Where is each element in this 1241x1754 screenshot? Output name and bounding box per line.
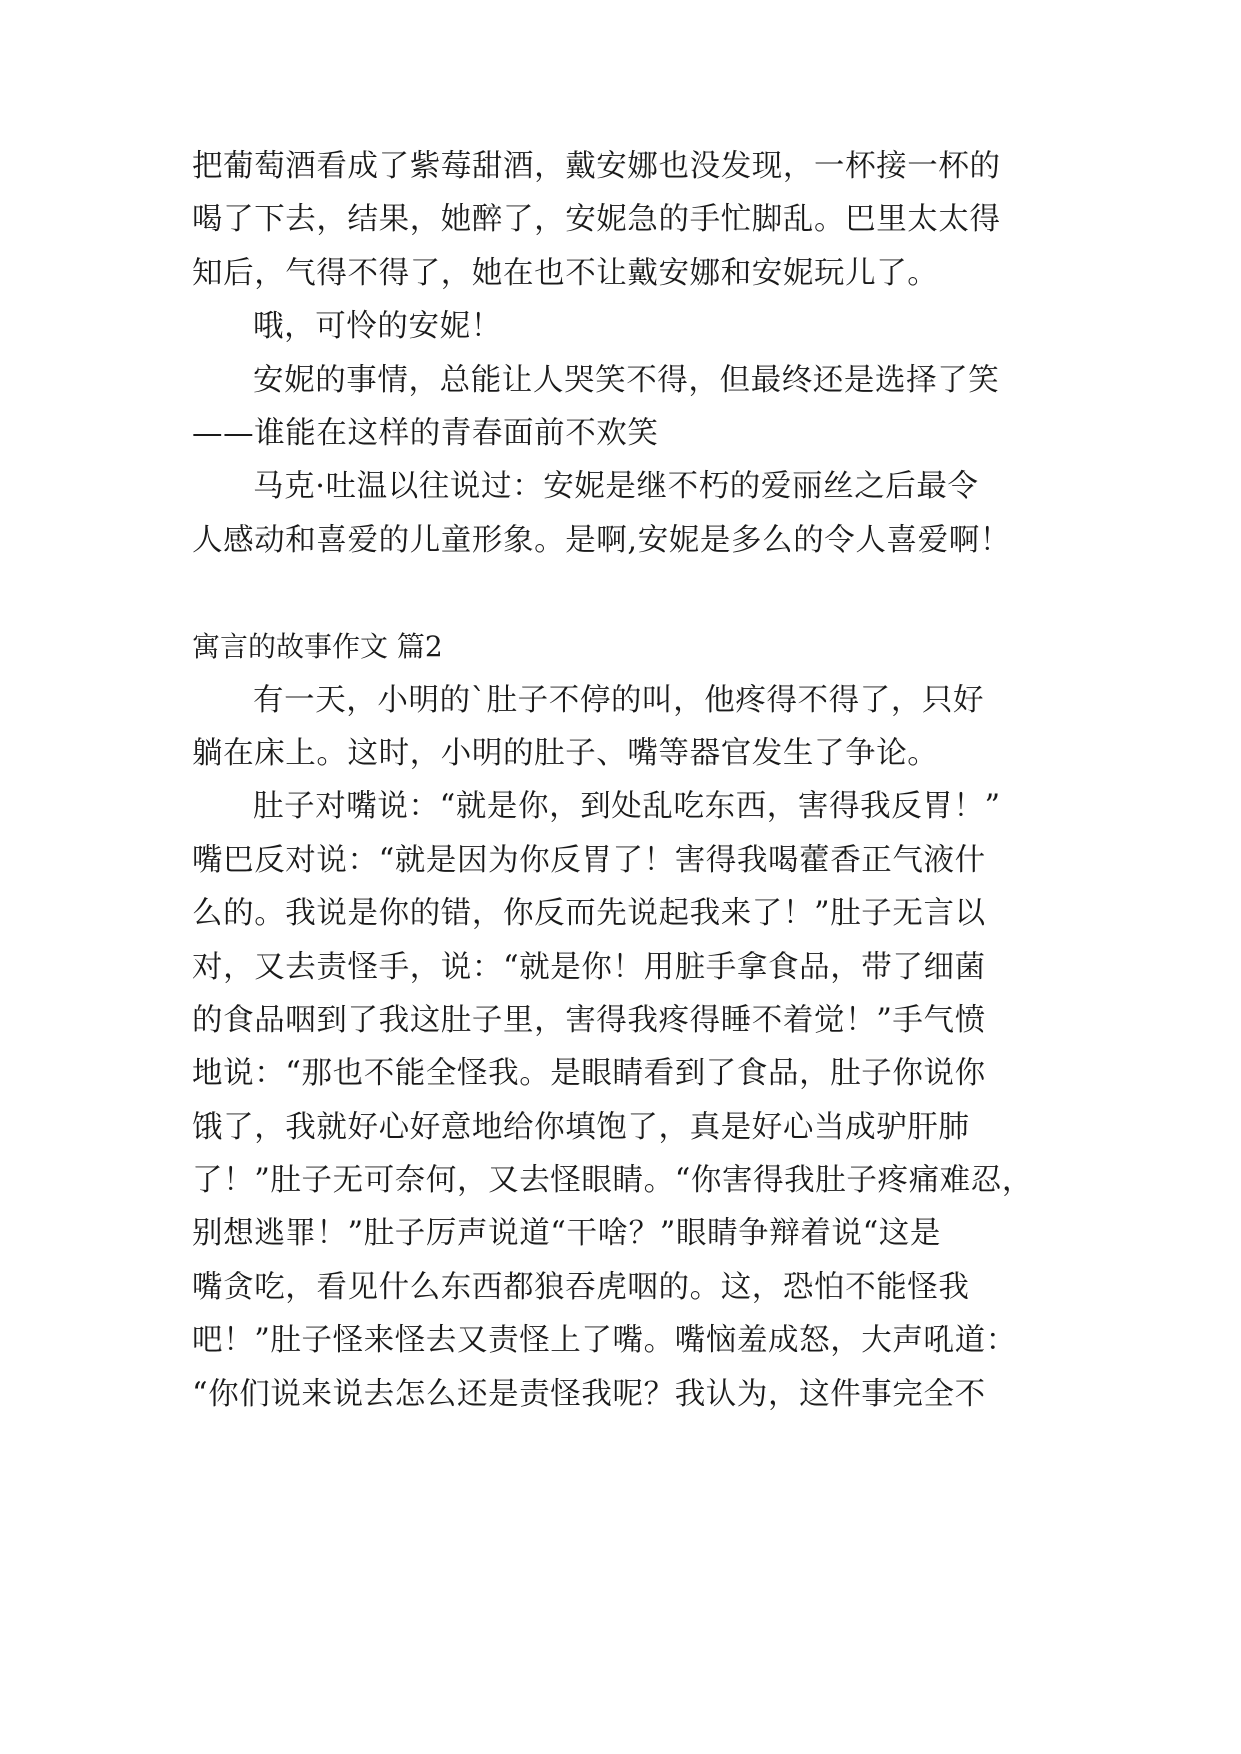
paragraph-line: “你们说来说去怎么还是责怪我呢？我认为，这件事完全不 [192,1377,986,1412]
paragraph-line: 对，又去责怪手，说：“就是你！用脏手拿食品，带了细菌 [192,950,986,985]
paragraph-line: 吧！”肚子怪来怪去又责怪上了嘴。嘴恼羞成怒，大声吼道： [192,1323,1017,1358]
paragraph-line: ——谁能在这样的青春面前不欢笑 [192,416,659,451]
paragraph-line: 嘴贪吃，看见什么东西都狼吞虎咽的。这，恐怕不能怪我 [192,1270,970,1305]
paragraph-line: 么的。我说是你的错，你反而先说起我来了！”肚子无言以 [192,896,986,931]
paragraph-line: 知后，气得不得了，她在也不让戴安娜和安妮玩儿了。 [192,256,939,291]
paragraph-line: 哦，可怜的安妮！ [253,309,502,344]
paragraph-line: 嘴巴反对说：“就是因为你反胃了！害得我喝藿香正气液什 [192,843,986,878]
paragraph-line: 地说：“那也不能全怪我。是眼睛看到了食品，肚子你说你 [192,1056,986,1091]
paragraph-line: 的食品咽到了我这肚子里，害得我疼得睡不着觉！”手气愤 [192,1003,986,1038]
paragraph-line: 饿了，我就好心好意地给你填饱了，真是好心当成驴肝肺 [192,1110,970,1145]
paragraph-line: 马克·吐温以往说过：安妮是继不朽的爱丽丝之后最令 [253,469,979,504]
paragraph-line: 人感动和喜爱的儿童形象。是啊,安妮是多么的令人喜爱啊！ [192,523,1011,558]
paragraph-line: 躺在床上。这时，小明的肚子、嘴等器官发生了争论。 [192,736,939,771]
paragraph-line: 安妮的事情，总能让人哭笑不得，但最终还是选择了笑 [253,363,1000,398]
section-heading: 寓言的故事作文 篇2 [192,630,443,663]
paragraph-line: 有一天，小明的`肚子不停的叫，他疼得不得了，只好 [253,683,985,718]
paragraph-line: 把葡萄酒看成了紫莓甜酒，戴安娜也没发现，一杯接一杯的 [192,149,1001,184]
paragraph-line: 喝了下去，结果，她醉了，安妮急的手忙脚乱。巴里太太得 [192,202,1001,237]
paragraph-line: 了！”肚子无可奈何，又去怪眼睛。“你害得我肚子疼痛难忍， [192,1163,1033,1198]
paragraph-line: 肚子对嘴说：“就是你，到处乱吃东西，害得我反胃！” [253,789,1001,824]
paragraph-line: 别想逃罪！”肚子厉声说道“干啥？”眼睛争辩着说“这是 [192,1216,941,1251]
